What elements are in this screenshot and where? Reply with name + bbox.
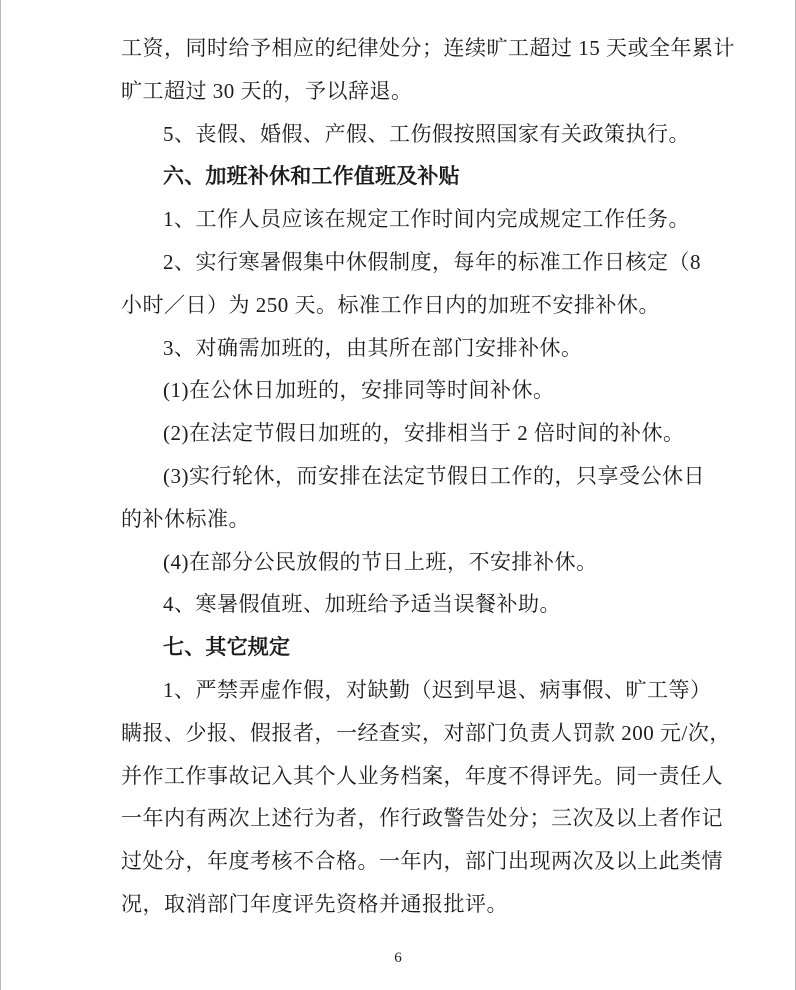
document-line: 工资，同时给予相应的纪律处分；连续旷工超过 15 天或全年累计	[121, 36, 735, 60]
page-number: 6	[394, 950, 402, 966]
section-heading-7: 七、其它规定	[163, 635, 291, 660]
document-line: 过处分，年度考核不合格。一年内，部门出现两次及以上此类情	[121, 849, 723, 874]
document-text-block	[121, 27, 735, 926]
document-line: 2、实行寒暑假集中休假制度，每年的标准工作日核定（8	[163, 249, 701, 274]
document-line: 1、工作人员应该在规定工作时间内完成规定工作任务。	[163, 207, 690, 232]
document-line: 5、丧假、婚假、产假、工伤假按照国家有关政策执行。	[163, 121, 690, 146]
document-line: 并作工作事故记入其个人业务档案，年度不得评先。同一责任人	[121, 763, 723, 788]
document-line: (3)实行轮休，而安排在法定节假日工作的，只享受公休日	[163, 463, 705, 488]
document-line: (4)在部分公民放假的节日上班，不安排补休。	[163, 549, 598, 574]
document-line: 的补休标准。	[121, 506, 250, 531]
document-line: 旷工超过 30 天的，予以辞退。	[121, 78, 413, 103]
section-heading-6: 六、加班补休和工作值班及补贴	[163, 164, 460, 189]
document-line: 一年内有两次上述行为者，作行政警告处分；三次及以上者作记	[121, 806, 723, 831]
document-line: (2)在法定节假日加班的，安排相当于 2 倍时间的补休。	[163, 421, 685, 446]
document-line: 况，取消部门年度评先资格并通报批评。	[121, 891, 508, 916]
document-line: 4、寒暑假值班、加班给予适当误餐补助。	[163, 592, 561, 617]
document-line: 瞒报、少报、假报者，一经查实，对部门负责人罚款 200 元/次，	[121, 720, 731, 745]
document-line: (1)在公休日加班的，安排同等时间补休。	[163, 378, 555, 403]
document-line: 小时／日）为 250 天。标准工作日内的加班不安排补休。	[121, 292, 660, 317]
document-line: 1、严禁弄虚作假，对缺勤（迟到早退、病事假、旷工等）	[163, 677, 712, 702]
document-line: 3、对确需加班的，由其所在部门安排补休。	[163, 335, 583, 360]
